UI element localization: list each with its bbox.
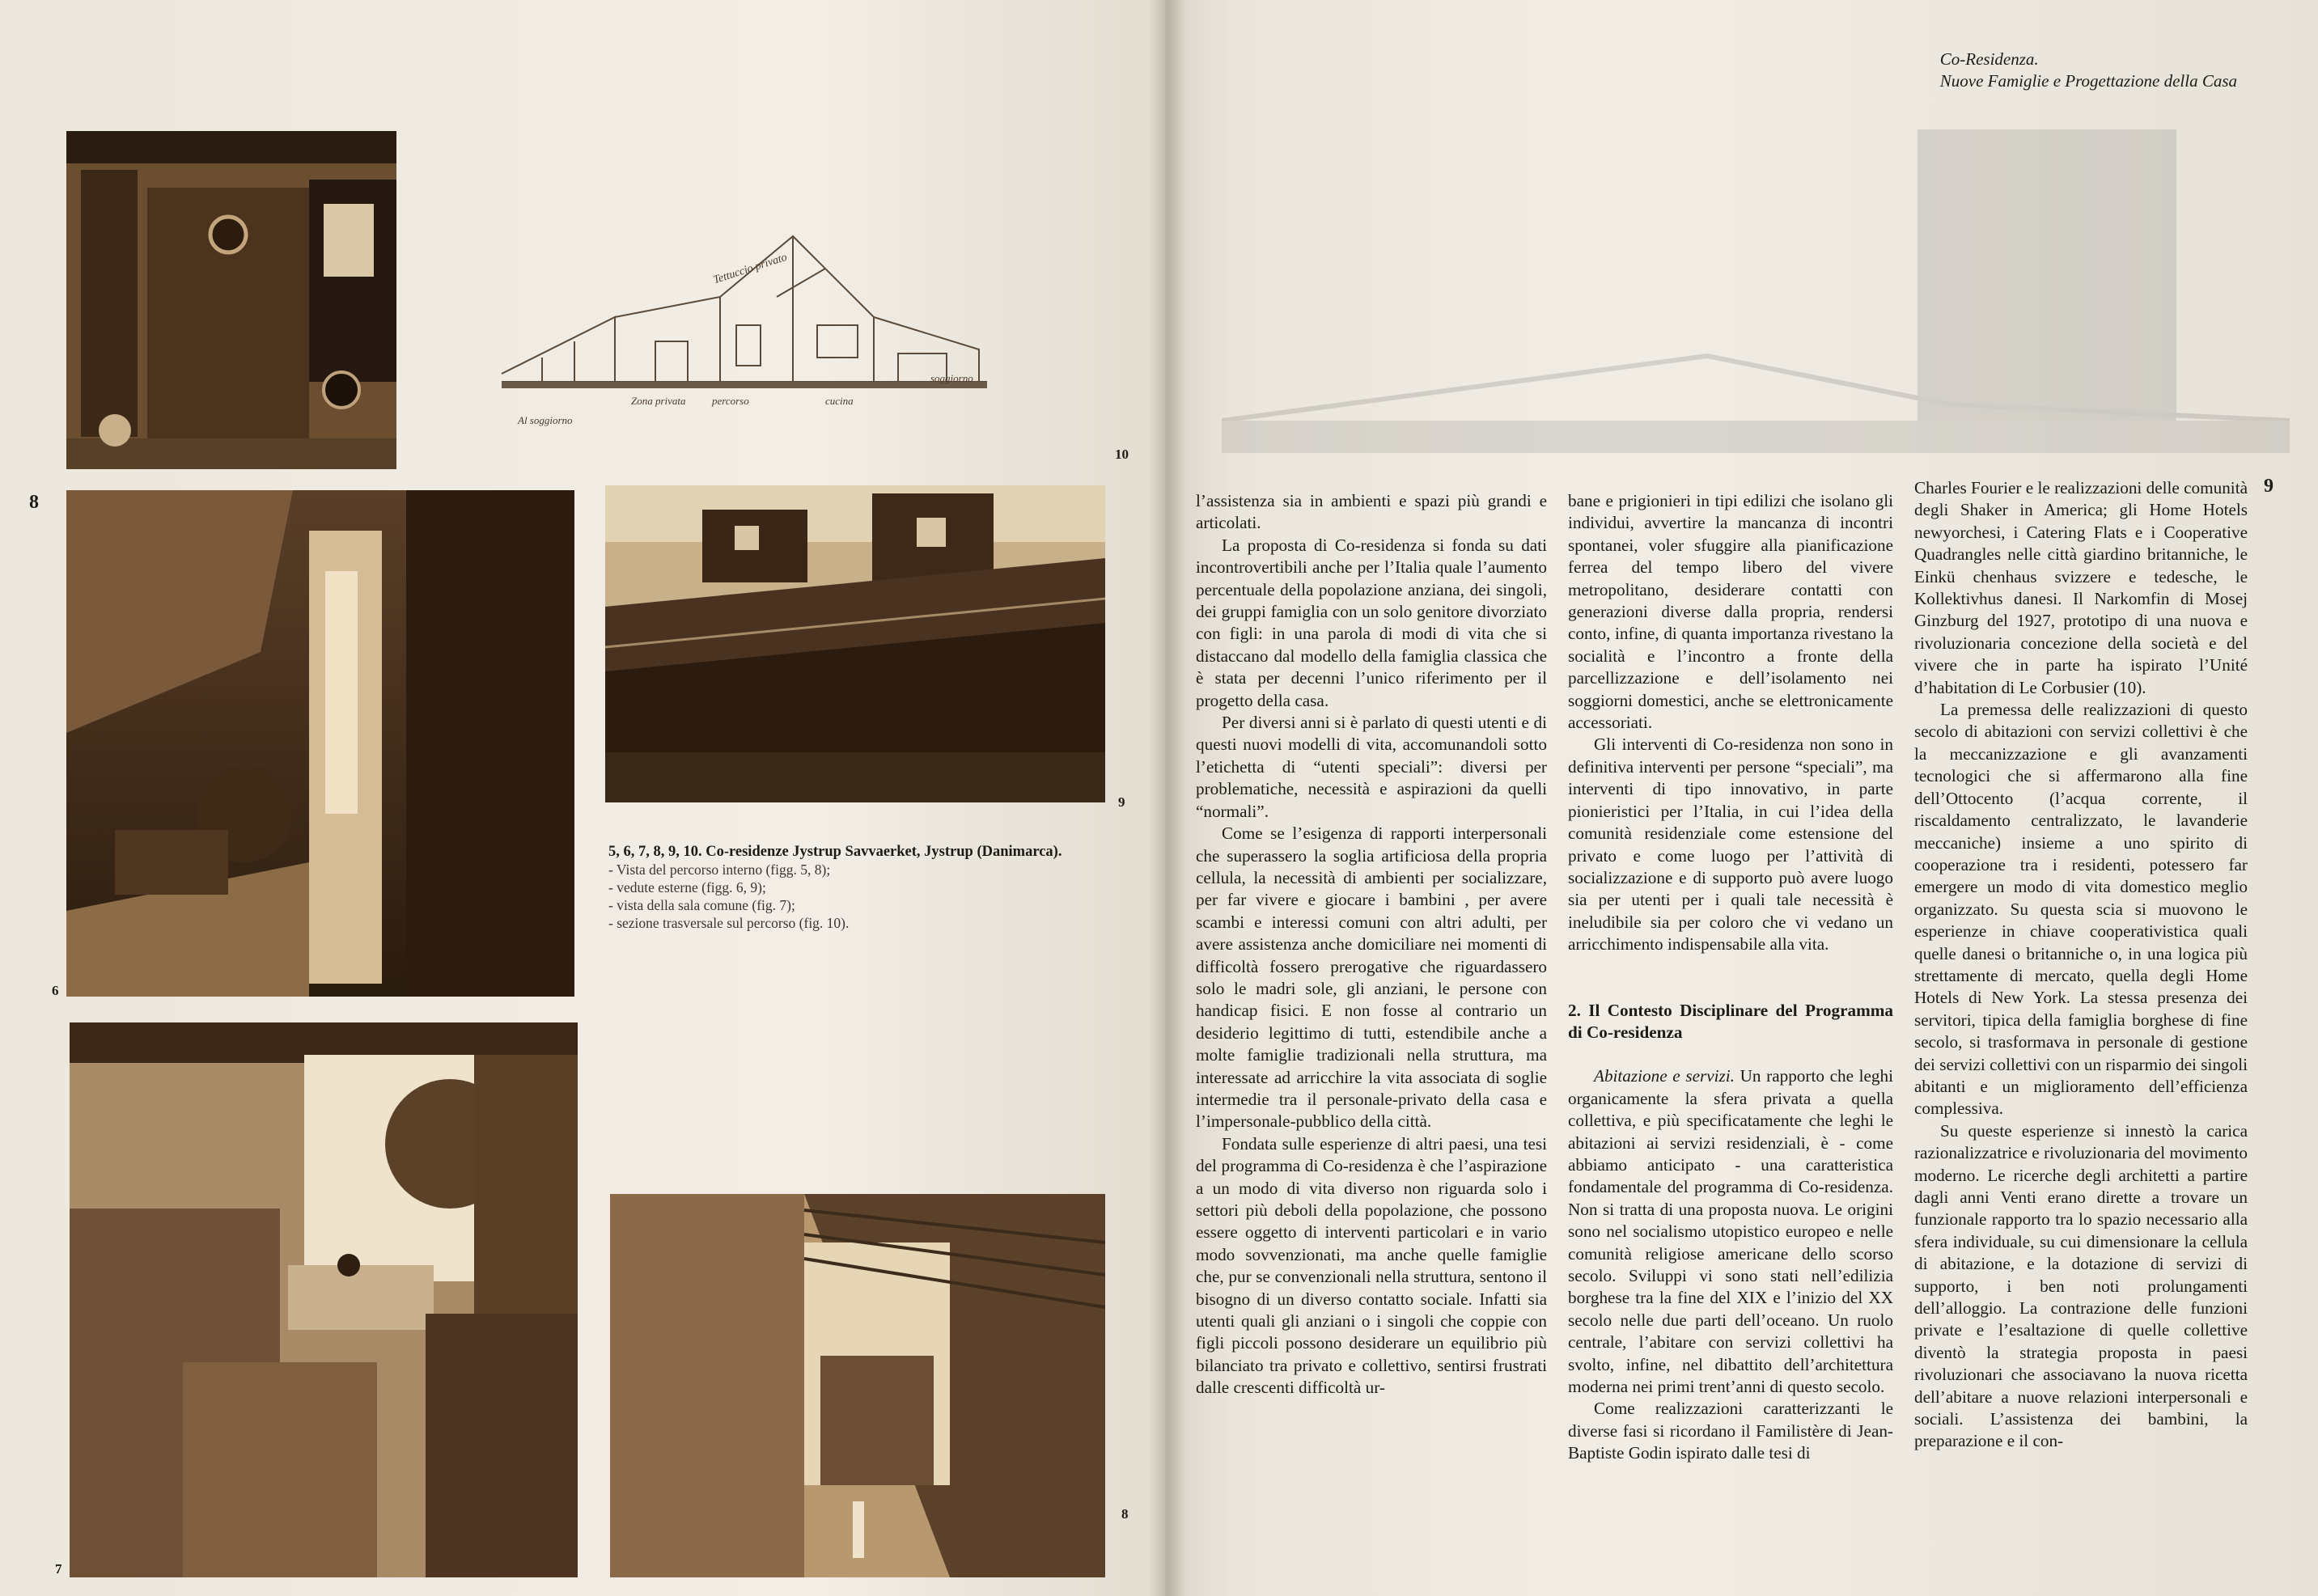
paragraph: bane e prigionieri in tipi edilizi che isolano gli individui, avvertire la mancanza di incontri spontanei, voler sfuggire alla pianificazione ferrea del tempo libero del vivere metropolitano, desiderare contatti con generazioni diverse dalla propria, rendersi conto, infine, di quanta importanza rivestano la socialità e l’incontro a fronte della parcellizzazione e dell’isolamento nei soggiorni domestici, anche se elettronicamente accessoriati. — [1568, 491, 1893, 733]
caption-line: - vedute esterne (figg. 6, 9); — [608, 879, 766, 895]
paragraph: Fondata sulle esperienze di altri paesi, una tesi del programma di Co-residenza è che l’aspirazione a un modo di vita diverso non riguarda solo i settori più deboli della popolazione, che possono essere oggetto di interventi particolari e in vario modo sovvenzionati, ma anche quelle famiglie che, pur se convenzionali nella struttura, sentono il bisogno di un diverso contatto sociale. Infatti sia utenti quali gli anziani o i singoli che coppie con figli piccoli possono desiderare un equilibrio più bilanciato tra privato e collettivo, sentirsi frustrati dalle crescenti difficoltà ur- — [1196, 1133, 1547, 1398]
section-label-3: percorso — [712, 395, 749, 407]
running-head-line2: Nuove Famiglie e Progettazione della Casa — [1939, 71, 2237, 91]
caption-line: - sezione trasversale sul percorso (fig. 10). — [608, 915, 850, 931]
paragraph: La premessa delle realizzazioni di questo secolo di abitazioni con servizi collettivi è che la meccanizzazione e gli avanzamenti tecnologici che si affermarono alla fine dell’Ottocento (l’acqua corrente, il riscaldamento centralizzato, le lavanderie meccaniche) insieme a uno spirito di cooperazione tra i residenti, potessero far emergere un modo di vita domestico meglio organizzato. Su questa scia si muovono le esperienze in chiave cooperativistica quali quelle danesi o britanniche o, in una logica più strettamente di mercato, quella degli Home Hotels di New York. La stessa presenza dei servitori, tipica della famiglia borghese di fine secolo, si trasformava in personale di gestione dei servizi collettivi con un risparmio dei singoli abitanti e un miglioramento dell’efficienza complessiva. — [1914, 700, 2248, 1119]
paragraph: Come se l’esigenza di rapporti interpersonali che superassero la soglia artificiosa della propria cellula, la necessità di ambienti per socializzare, per far vivere e giocare i bambini , per avere scambi e interessi comuni con altri adulti, per avere assistenza anche domiciliare nei momenti di difficoltà fossero prerogative che riguardassero solo le madri sole, gli anziani, le persone con handicap fisici. E non fosse al contrario un desiderio legittimo di tutti, estendibile anche a molte famiglie tradizionali nella struttura, ma interessate ad arricchire la vita associata di soglie intermedie tra il personale-privato della casa e l’impersonale-pubblico della città. — [1196, 823, 1547, 1132]
text-column-2 — [1568, 490, 1893, 1465]
photo-exterior-roofs — [605, 485, 1105, 802]
page-number-right: 9 — [2264, 476, 2274, 497]
paragraph: Per diversi anni si è parlato di questi utenti e di questi nuovi modelli di vita, accomunandoli sotto l’etichetta di “utenti speciali”: diversi per problematiche, necessità e aspirazioni da quelli “normali”. — [1196, 713, 1547, 821]
photo-common-room — [70, 1022, 578, 1577]
paragraph: Charles Fourier e le realizzazioni delle comunità degli Shaker in America; gli Home Hotels newyorchesi, i Catering Flats e i Cooperative Quadrangles nelle città giardino britanniche, le Einkü chenhaus svizzere e tedesche, le Kollektivhus danesi. Il Narkomfin di Mosej Ginzburg del 1927, prototipo di una nuova e rivoluzionaria concezione della società e del vivere che in parte ha ispirato l’Unité d’habitation di Le Corbusier (10). — [1914, 478, 2248, 697]
section-label-4: cucina — [825, 395, 854, 407]
paragraph: Su queste esperienze si innestò la carica razionalizzatrice e rivoluzionaria del movimento moderno. Le ricerche degli architetti a partire dagli anni Venti erano dirette a trovare un funzionale rapporto tra lo spazio necessario alla sfera individuale, su cui dimensionare la cellula di abitazione, e la dotazione di servizi di supporto, i ben noti prolungamenti dell’alloggio. La contrazione delle funzioni private e l’esaltazione di quelle collettive diventò la strategia proposta in paesi rivoluzionari che associavano la nuova ricetta dell’abitare a nuove relazioni interpersonali e sociali. L’assistenza dei bambini, la preparazione e il con- — [1914, 1120, 2248, 1451]
figure-number-9: 9 — [1118, 794, 1125, 810]
figure-number-10: 10 — [1115, 447, 1129, 462]
running-head-line1: Co-Residenza. — [1939, 49, 2039, 69]
text-column-1 — [1196, 490, 1547, 1399]
page-number-left: 8 — [29, 492, 39, 513]
paragraph — [1568, 1065, 1893, 1398]
photo-interior-path — [610, 1194, 1105, 1577]
figure-number-6: 6 — [52, 983, 59, 998]
text-column-3 — [1914, 477, 2248, 1453]
paragraph: Gli interventi di Co-residenza non sono in definitiva interventi per persone “speciali”, ma interventi di tipo innovativo, in parte pionieristici per l’Italia, in cui l’idea della comunità residenziale come estensione del privato e come luogo per l’attività di socializzazione e di supporto può avere luogo sia per utenti per i quali tale necessità è ineludibile sia per coloro che vi vedano un arricchimento indispensabile alla vita. — [1568, 734, 1893, 955]
photo-door-exterior — [66, 131, 396, 469]
paragraph: La proposta di Co-residenza si fonda su dati incontrovertibili anche per l’Italia quale l’aumento percentuale della popolazione anziana, dei singoli, dei gruppi famiglia con un solo genitore divorziato con figli: in una parola di modi di vita che si distaccano dal modello della famiglia classica che è stata per decenni l’unico riferimento per il progetto della casa. — [1196, 535, 1547, 710]
section-label-roof: Tettuccio privato — [711, 251, 789, 287]
section-label-5: soggiorno — [930, 372, 973, 384]
caption-line: - vista della sala comune (fig. 7); — [608, 897, 795, 913]
figure-number-7: 7 — [55, 1561, 62, 1577]
paragraph-body: Un rapporto che leghi organicamente la sfera privata a quella collettiva, e più specificatamente che leghi le abitazioni ai servizi residenziali, è - come abbiamo anticipato - una caratteristica fondamentale del programma di Co-residenza. Non si tratta di una proposta nuova. Le origini sono nel socialismo utopistico europeo e nelle comunità religiose americane dello scorso secolo. Sviluppi vi sono stati nell’edilizia borghese tra la fine del XIX e l’inizio del XX secolo nelle due parti dell’oceano. Un ruolo centrale, l’abitare con servizi collettivi ha svolto, infine, nel dibattito dell’architettura moderna nei primi trent’anni di questo secolo. — [1568, 1066, 1893, 1397]
paragraph: l’assistenza sia in ambienti e spazi più grandi e articolati. — [1196, 491, 1547, 533]
figure-caption — [608, 843, 1134, 932]
show-through-ghost — [1222, 113, 2290, 469]
caption-line: - Vista del percorso interno (figg. 5, 8); — [608, 862, 831, 878]
section-label-2: Zona privata — [631, 395, 686, 407]
section-heading: 2. Il Contesto Disciplinare del Programma di Co-residenza — [1568, 1000, 1893, 1042]
caption-title: 5, 6, 7, 8, 9, 10. Co-residenze Jystrup Savvaerket, Jystrup (Danimarca). — [608, 844, 1062, 860]
figure-number-8: 8 — [1121, 1506, 1129, 1522]
paragraph: Come realizzazioni caratterizzanti le diverse fasi si ricordano il Familistère di Jean-Baptiste Godin ispirato dalle tesi di — [1568, 1399, 1893, 1463]
page-gutter — [1149, 0, 1186, 1596]
running-head — [1940, 49, 2237, 92]
paragraph-lead: Abitazione e servizi. — [1594, 1066, 1735, 1086]
photo-interior-walkway — [66, 490, 574, 997]
section-label-1: Al soggiorno — [518, 414, 573, 426]
